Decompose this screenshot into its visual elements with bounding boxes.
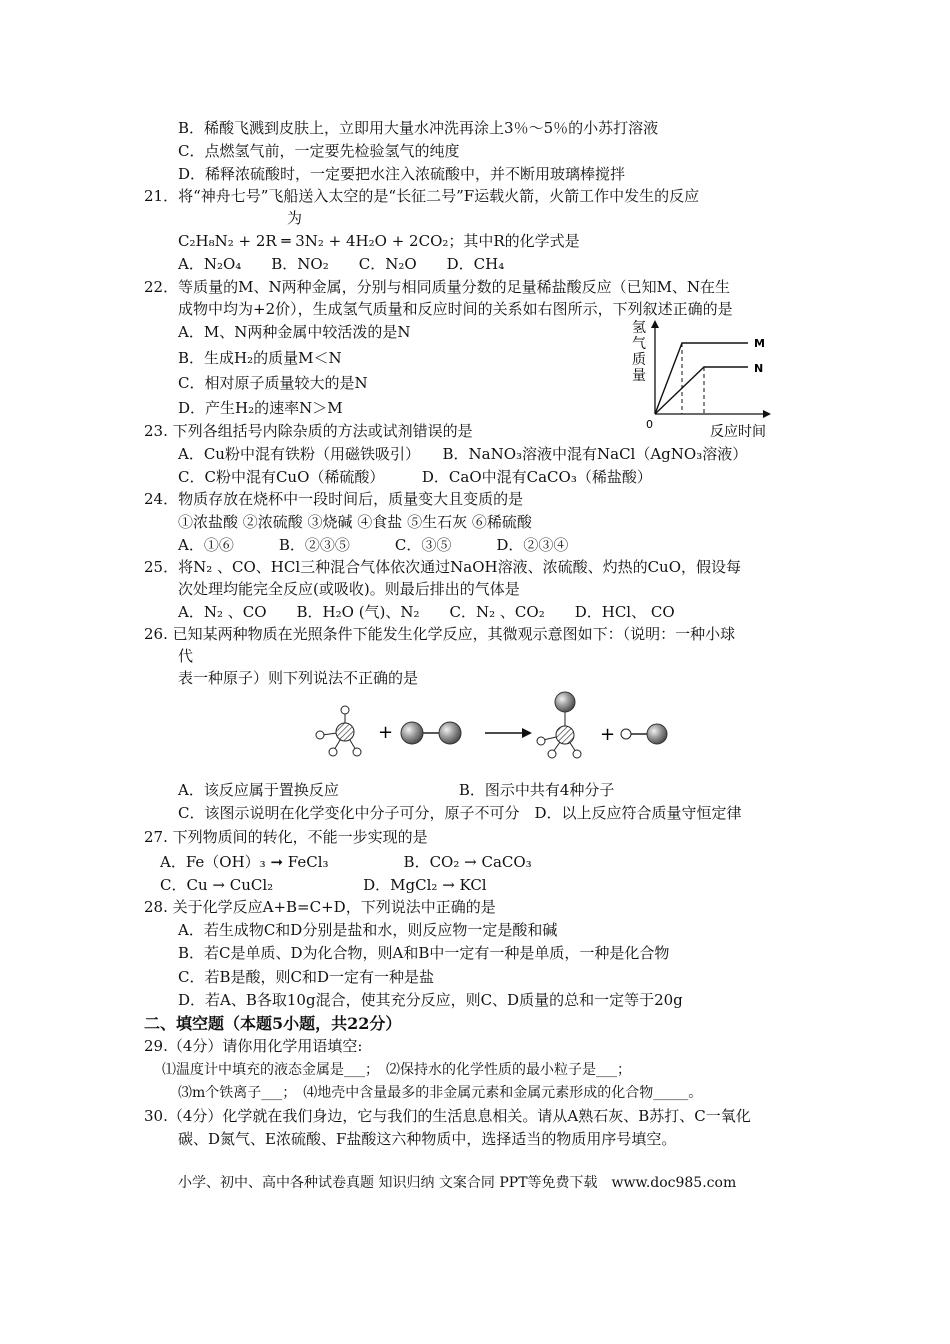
q20-option-c: C．点燃氢气前，一定要先检验氢气的纯度 — [178, 142, 460, 160]
q22-option-d: D．产生H₂的速率N＞M — [178, 399, 343, 417]
q26-stem-1: 26. 已知某两种物质在光照条件下能发生化学反应，其微观示意图如下：（说明：一种小球 — [144, 625, 736, 643]
q22-stem-1: 22．等质量的M、N两种金属，分别与相同质量分数的足量稀盐酸反应（已知M、N在生 — [144, 278, 731, 296]
q29-items-2: ⑶m个铁离子___； ⑷地壳中含量最多的非金属元素和金属元素形成的化合物_____。 — [178, 1085, 703, 1101]
graph-ylabel-char-2: 气 — [632, 336, 646, 352]
page-footer: 小学、初中、高中各种试卷真题 知识归纳 文案合同 PPT等免费下载 www.doc985.com — [178, 1175, 737, 1191]
label-m: M — [754, 337, 765, 350]
q23-options-ab: A．Cu粉中混有铁粉（用磁铁吸引） B．NaNO₃溶液中混有NaCl（AgNO₃溶液） — [178, 445, 748, 463]
q27-stem: 27. 下列物质间的转化，不能一步实现的是 — [144, 828, 428, 846]
plus-sign-1: + — [378, 722, 394, 743]
q29-items-1: ⑴温度计中填充的液态金属是___； ⑵保持水的化学性质的最小粒子是___； — [162, 1062, 631, 1078]
q28-option-b: B．若C是单质、D为化合物，则A和B中一定有一种是单质，一种是化合物 — [178, 944, 670, 962]
curve-n — [655, 367, 748, 414]
label-n: N — [754, 362, 764, 375]
reactant-molecule-2 — [401, 722, 461, 744]
q26-stem-2: 代 — [178, 647, 194, 665]
q28-stem: 28. 关于化学反应A+B=C+D，下列说法中正确的是 — [144, 898, 496, 916]
q26-options-cd: C．该图示说明在化学变化中分子可分，原子不可分 D．以上反应符合质量守恒定律 — [178, 804, 742, 822]
q23-stem: 23. 下列各组括号内除杂质的方法或试剂错误的是 — [144, 422, 473, 440]
graph-xlabel: 反应时间 — [710, 424, 766, 440]
arrow-head-icon — [522, 728, 532, 738]
q27-options-cd: C．Cu → CuCl₂ D．MgCl₂ → KCl — [160, 876, 487, 894]
q28-option-a: A．若生成物C和D分别是盐和水，则反应物一定是酸和碱 — [178, 921, 558, 939]
curve-m — [655, 343, 748, 414]
q22-option-b: B．生成H₂的质量M＜N — [178, 349, 342, 367]
graph-ylabel-char-4: 量 — [632, 368, 646, 384]
q30-stem-2: 碳、D氮气、E浓硫酸、F盐酸这六种物质中，选择适当的物质用序号填空。 — [178, 1130, 677, 1148]
q22-stem-2: 成物中均为+2价），生成氢气质量和反应时间的关系如右图所示，下列叙述正确的是 — [178, 300, 733, 318]
graph-origin-label: 0 — [646, 418, 653, 431]
q21-equation: C₂H₈N₂ + 2R ═ 3N₂ + 4H₂O + 2CO₂；其中R的化学式是 — [178, 232, 580, 250]
q26-options-ab: A．该反应属于置换反应 B．图示中共有4种分子 — [178, 781, 615, 799]
y-axis-arrow-icon — [651, 320, 659, 328]
q24-stem: 24．物质存放在烧杯中一段时间后，质量变大且变质的是 — [144, 490, 524, 508]
q29-stem: 29.（4分）请你用化学用语填空: — [144, 1037, 363, 1055]
product-molecule-1 — [537, 692, 581, 758]
q21-stem-2: 为 — [287, 209, 303, 227]
reactant-molecule-1 — [316, 706, 361, 756]
q23-options-cd: C．C粉中混有CuO（稀硫酸） D．CaO中混有CaCO₃（稀盐酸） — [178, 468, 652, 486]
q21-options: A．N₂O₄ B．NO₂ C．N₂O D．CH₄ — [178, 255, 505, 273]
q22-graph — [628, 318, 778, 444]
reaction-diagram — [300, 688, 690, 782]
product-molecule-2 — [621, 724, 667, 744]
q26-stem-3: 表一种原子）则下列说法不正确的是 — [178, 669, 419, 687]
q22-option-c: C．相对原子质量较大的是N — [178, 374, 368, 392]
q30-stem-1: 30.（4分）化学就在我们身边，它与我们的生活息息相关。请从A熟石灰、B苏打、C一氧化 — [144, 1107, 751, 1125]
q28-option-d: D．若A、B各取10g混合，使其充分反应，则C、D质量的总和一定等于20g — [178, 991, 683, 1009]
q21-stem-1: 21．将“神舟七号”飞船送入太空的是“长征二号”F运载火箭，火箭工作中发生的反应 — [144, 187, 700, 205]
q25-options: A．N₂ 、CO B．H₂O (气)、N₂ C．N₂ 、CO₂ D．HCl、 CO — [178, 603, 675, 621]
x-axis-arrow-icon — [763, 410, 771, 418]
q25-stem-2: 次处理均能完全反应(或吸收)。则最后排出的气体是 — [178, 580, 520, 598]
q24-items: ①浓盐酸 ②浓硫酸 ③烧碱 ④食盐 ⑤生石灰 ⑥稀硫酸 — [178, 513, 532, 531]
q27-options-ab: A．Fe（OH）₃ ➞ FeCl₃ B．CO₂ → CaCO₃ — [160, 853, 532, 871]
section-2-heading: 二、填空题（本题5小题，共22分） — [144, 1014, 402, 1033]
graph-ylabel-char-1: 氢 — [632, 320, 646, 336]
plus-sign-2: + — [600, 724, 616, 745]
q20-option-b: B．稀酸飞溅到皮肤上，立即用大量水冲洗再涂上3％～5％的小苏打溶液 — [178, 119, 659, 137]
q28-option-c: C．若B是酸，则C和D一定有一种是盐 — [178, 968, 435, 986]
q25-stem-1: 25．将N₂ 、CO、HCl三种混合气体依次通过NaOH溶液、浓硫酸、灼热的CuO，假设每 — [144, 558, 742, 576]
q20-option-d: D．稀释浓硫酸时，一定要把水注入浓硫酸中，并不断用玻璃棒搅拌 — [178, 165, 626, 183]
graph-ylabel-char-3: 质 — [632, 352, 646, 368]
q24-options: A．①⑥ B．②③⑤ C．③⑤ D．②③④ — [178, 536, 569, 554]
q22-option-a: A．M、N两种金属中较活泼的是N — [178, 323, 411, 341]
